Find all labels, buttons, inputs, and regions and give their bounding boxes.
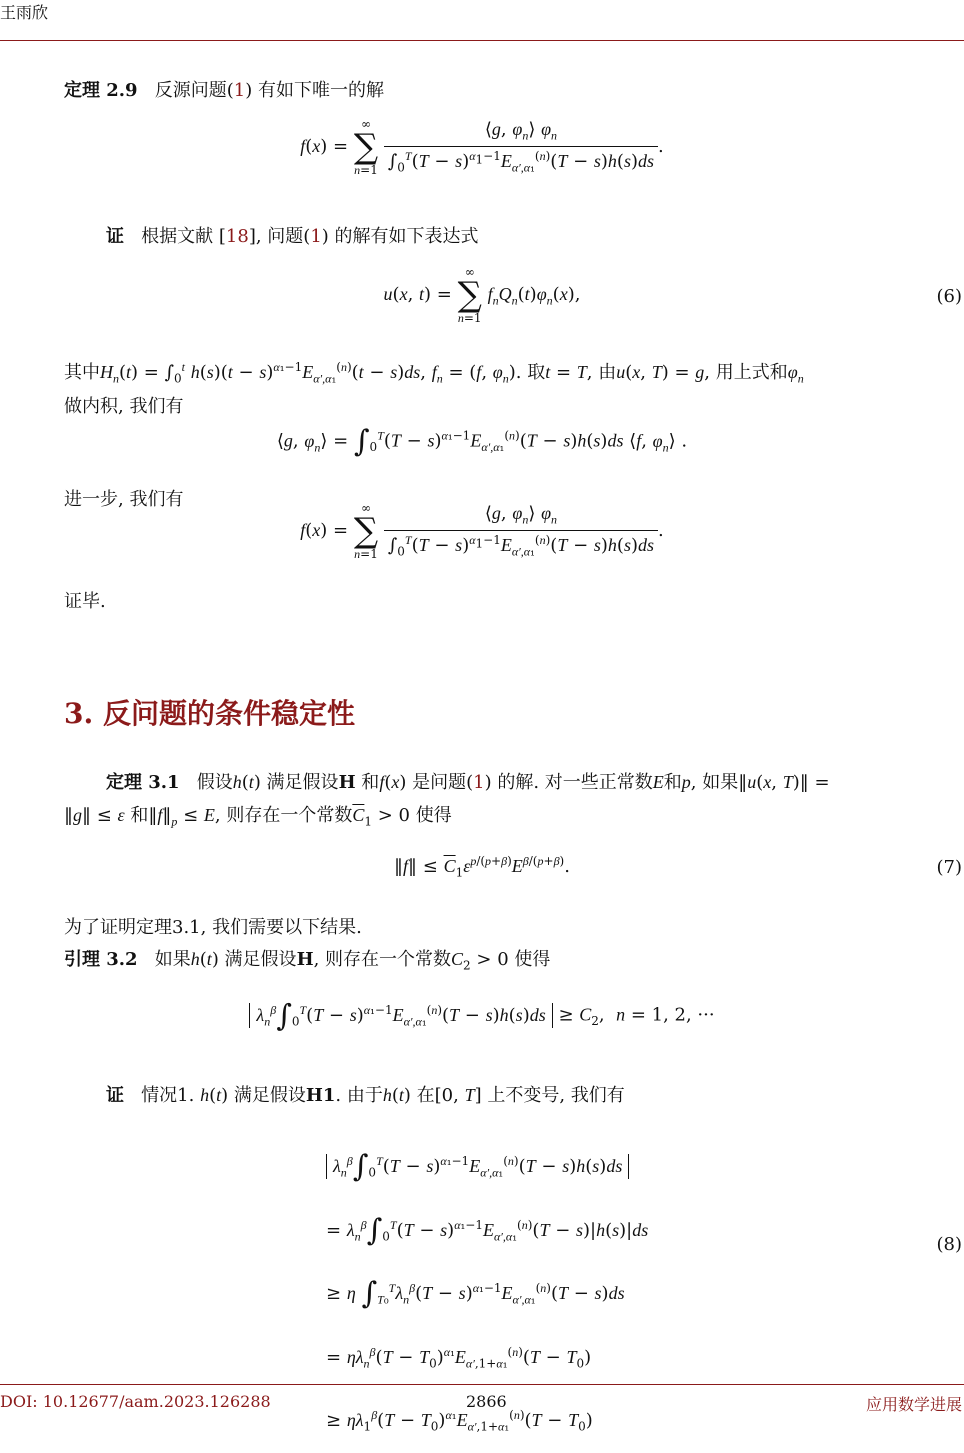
proof-label: 证 — [106, 1085, 124, 1106]
proof-text: ) 的解有如下表达式 — [321, 226, 479, 247]
equation-8-line-4: = $\eta\lambda_n^\beta(T - T_0)^{\alpha_1}E_{\alpha',1+\alpha_1}^{(n)}(T - T_0)$ — [326, 1344, 592, 1371]
equation-ref-link[interactable]: 1 — [233, 80, 246, 101]
theorem-3-1-line1: 定理 3.1 假设h(t) 满足假设H 和f(x) 是问题(1) 的解. 对一些正常数E和p, 如果‖u(x, T)‖ = — [106, 772, 830, 793]
equation-7: ‖f‖ ≤ $\overline{C}_1\varepsilon^{p/(p+\beta)}E^{\beta/(p+\beta)}$. — [394, 854, 570, 880]
equation-8-line-5: ≥ $\eta\lambda_1^\beta(T - T_0)^{\alpha_1}E_{\alpha',1+\alpha_1}^{(n)}(T - T_0)$ — [326, 1408, 593, 1434]
lemma-3-2: 引理 3.2 如果h(t) 满足假设H, 则存在一个常数$C_2 > 0$ 使得 — [64, 949, 551, 973]
equation-number-6: (6) — [936, 286, 962, 307]
theorem-2-9 — [64, 76, 384, 102]
inner-product-equation: ⟨g, $\varphi_n⟩ = \int_0^T(T - s)^{\alpha_1-1}E_{\alpha',\alpha_1}^{(n)}(T - s)h(s)ds$ ⟨f, $\varphi_n⟩$ . — [276, 424, 688, 459]
theorem-text: ) 有如下唯一的解 — [245, 80, 384, 101]
proof-3-2-intro: 证 情况1. h(t) 满足假设H1. 由于h(t) 在[0, T] 上不变号, 我们有 — [106, 1085, 625, 1106]
proof-2-9-intro — [106, 222, 479, 248]
paragraph-prove: 为了证明定理3.1, 我们需要以下结果. — [64, 917, 362, 938]
equation-8-line-3: ≥ η $\int_{T_0}^T\lambda_n^\beta(T - s)^{\alpha_1-1}E_{\alpha',\alpha_1}^{(n)}(T - s)ds$ — [326, 1276, 625, 1312]
equation-ref-link[interactable]: 1 — [310, 226, 322, 247]
proof-label: 证 — [106, 226, 124, 247]
equation-number-7: (7) — [936, 857, 962, 878]
equation-8-line-2: = $\lambda_n^\beta\int_0^T(T - s)^{\alpha_1-1}E_{\alpha',\alpha_1}^{(n)}(T - s)|h(s)|ds$ — [326, 1212, 649, 1248]
citation-link[interactable]: 18 — [225, 226, 249, 247]
footer-page-number: 2866 — [466, 1392, 507, 1411]
theorem-text: 反源问题( — [154, 80, 234, 101]
theorem-label: 定理 3.1 — [106, 772, 180, 793]
proof-end: 证毕. — [64, 591, 106, 612]
equation-8-line-1: $\lambda_n^\beta\int_0^T(T - s)^{\alpha_1-1}E_{\alpha',\alpha_1}^{(n)}(T - s)h(s)ds$ — [326, 1135, 648, 1199]
theorem-3-1-line2: ‖g‖ ≤ ε 和$‖f‖_p \le E$, 则存在一个常数$\overline{C}_1 > 0$ 使得 — [64, 805, 452, 829]
definition-line: 其中$H_n(t) = \int_0^t$ $h(s)(t - s)^{\alpha_1-1}E_{\alpha',\alpha_1}^{(n)}(t - s)ds$, $f_n = (f$, $\varphi_n$). 取t = T, 由u(x, T) = g, 用上式和$\varphi_n$ — [64, 360, 804, 386]
theorem-label: 定理 2.9 — [64, 80, 138, 101]
equation-6: u(x, t) = ∞ ∑ n=1 $f_nQ_n(t)\varphi_n(x)$, — [383, 265, 581, 325]
footer-journal-link[interactable]: 应用数学进展 — [865, 1395, 962, 1414]
footer-rule — [0, 1384, 964, 1385]
proof-text: 根据文献 [ — [141, 226, 226, 247]
inner-product-line: 做内积, 我们有 — [64, 396, 184, 417]
further-line: 进一步, 我们有 — [64, 489, 184, 510]
section-3-title: 3. 反问题的条件稳定性 — [64, 697, 355, 730]
formula-fx-theorem: f(x) = ∞ ∑ n=1 $\frac{⟨g, \varphi_n⟩ \varphi_n}{\int_0^T(T - s)^{\alpha_1-1}E_{\alpha',\alpha_1}^{(n)}(T - s)h(s)ds}$ . — [300, 117, 664, 177]
header-rule — [0, 40, 964, 41]
equation-number-8: (8) — [936, 1234, 962, 1255]
lemma-label: 引理 3.2 — [64, 949, 138, 970]
proof-text: ], 问题( — [248, 226, 311, 247]
running-header-author: 王雨欣 — [0, 3, 49, 22]
lemma-3-2-equation: $\lambda_n^\beta\int_0^T(T - s)^{\alpha_1-1}E_{\alpha',\alpha_1}^{(n)}(T - s)h(s)ds \ge C_2$, n = 1, 2, ··· — [0, 998, 964, 1033]
footer-doi-link[interactable]: DOI: 10.12677/aam.2023.126288 — [0, 1392, 271, 1411]
equation-ref-link[interactable]: 1 — [473, 772, 485, 793]
formula-fx-proof: f(x) = ∞ ∑ n=1 $\frac{⟨g, \varphi_n⟩ \varphi_n}{\int_0^T(T - s)^{\alpha_1-1}E_{\alpha',\alpha_1}^{(n)}(T - s)h(s)ds}$ . — [300, 501, 664, 561]
